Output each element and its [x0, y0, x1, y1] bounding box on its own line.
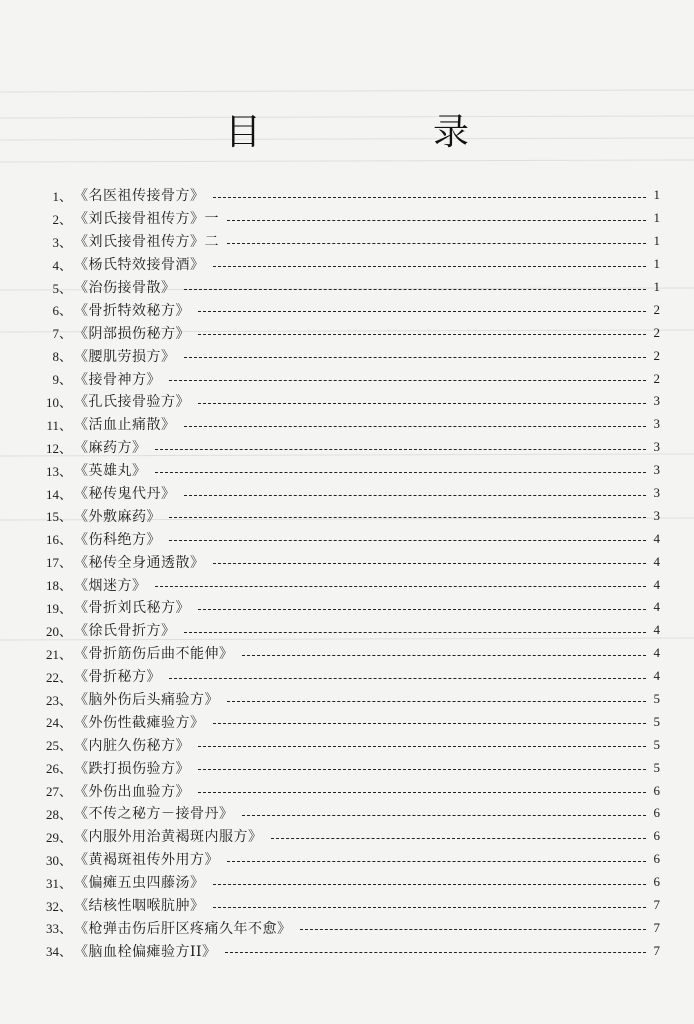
toc-entry-title: 《黄褐斑祖传外用方》	[74, 852, 219, 869]
toc-leader-dashes	[198, 609, 646, 610]
toc-entry-number: 29、	[45, 829, 72, 845]
toc-entry-title: 《杨氏特效接骨酒》	[74, 257, 205, 274]
toc-entry	[40, 848, 660, 871]
toc-entry-page: 6	[653, 851, 660, 867]
toc-entry	[40, 207, 660, 230]
toc-leader-dashes	[213, 723, 647, 724]
toc-entry-number: 6、	[52, 303, 72, 319]
toc-leader-dashes	[213, 907, 647, 908]
toc-leader-dashes	[225, 952, 646, 953]
toc-leader-dashes	[213, 266, 647, 267]
toc-leader-dashes	[198, 792, 646, 793]
toc-entry-title: 《结核性咽喉肮肿》	[74, 898, 205, 915]
toc-entry-title: 《秘传全身通透散》	[74, 554, 205, 571]
toc-entry-page: 4	[653, 576, 660, 592]
toc-entry-page: 2	[653, 324, 660, 340]
toc-entry-title: 《内脏久伤秘方》	[74, 737, 190, 754]
toc-entry	[40, 619, 660, 642]
toc-leader-dashes	[169, 678, 646, 679]
toc-entry	[40, 459, 660, 482]
toc-leader-dashes	[300, 929, 647, 930]
toc-leader-dashes	[155, 449, 647, 450]
toc-entry-title: 《治伤接骨散》	[74, 280, 176, 296]
toc-entry	[40, 298, 660, 321]
toc-entry-page: 1	[653, 233, 660, 249]
toc-entry	[40, 871, 660, 894]
toc-entry-number: 32、	[45, 898, 72, 914]
toc-leader-dashes	[184, 495, 647, 496]
toc-leader-dashes	[242, 655, 647, 656]
toc-entry-page: 7	[653, 919, 660, 935]
toc-entry-page: 4	[653, 645, 660, 661]
toc-entry	[40, 573, 660, 596]
toc-entry	[40, 344, 660, 367]
toc-leader-dashes	[227, 220, 646, 221]
toc-entry	[40, 917, 660, 940]
toc-entry-number: 33、	[45, 921, 72, 937]
toc-entry-number: 3、	[52, 234, 72, 250]
toc-entry-title: 《徐氏骨折方》	[74, 623, 176, 640]
toc-leader-dashes	[227, 243, 646, 244]
toc-entry-page: 2	[653, 370, 660, 386]
toc-entry-title: 《跌打损伤验方》	[74, 760, 190, 777]
toc-entry-number: 25、	[45, 738, 72, 754]
toc-leader-dashes	[227, 701, 646, 702]
toc-leader-dashes	[198, 334, 646, 335]
toc-entry	[40, 436, 660, 459]
toc-entry-page: 5	[653, 713, 660, 729]
toc-entry-title: 《偏瘫五虫四藤汤》	[74, 875, 205, 892]
toc-entry-page: 7	[653, 942, 660, 958]
toc-entry-number: 13、	[45, 463, 72, 479]
toc-entry-page: 6	[653, 782, 660, 798]
toc-entry-title: 《外伤出血验方》	[74, 783, 190, 800]
toc-entry-page: 3	[653, 462, 660, 478]
toc-leader-dashes	[198, 746, 646, 747]
toc-entry	[40, 894, 660, 917]
toc-entry-title: 《麻药方》	[74, 440, 147, 457]
toc-entry-number: 34、	[45, 944, 72, 960]
toc-entry-number: 12、	[45, 440, 72, 456]
toc-entry-title: 《名医祖传接骨方》	[74, 188, 205, 205]
toc-entry-title: 《骨折刘氏秘方》	[74, 600, 190, 617]
toc-entry-page: 4	[653, 553, 660, 569]
toc-entry-title: 《伤科绝方》	[74, 531, 161, 548]
toc-leader-dashes	[169, 517, 646, 518]
toc-leader-dashes	[155, 472, 647, 473]
toc-entry-number: 22、	[45, 669, 72, 685]
toc-entry-page: 5	[653, 759, 660, 775]
toc-entry-number: 5、	[52, 280, 72, 296]
toc-entry-number: 24、	[45, 715, 72, 731]
toc-entry-page: 5	[653, 736, 660, 752]
toc-entry	[40, 939, 660, 962]
page-title: 目 录	[224, 112, 537, 153]
table-of-contents	[40, 184, 660, 962]
toc-leader-dashes	[213, 563, 647, 564]
toc-entry	[40, 527, 660, 550]
toc-entry	[40, 253, 660, 276]
toc-entry-title: 《脑血栓偏瘫验方II》	[74, 943, 217, 960]
toc-leader-dashes	[198, 311, 646, 312]
toc-leader-dashes	[184, 289, 647, 290]
toc-leader-dashes	[242, 815, 647, 816]
toc-entry-page: 3	[653, 507, 660, 523]
toc-entry-page: 1	[653, 279, 660, 294]
toc-entry-title: 《秘传鬼代丹》	[74, 486, 176, 503]
toc-entry-number: 4、	[52, 257, 72, 273]
toc-entry-number: 30、	[45, 852, 72, 868]
toc-entry-page: 4	[653, 668, 660, 684]
toc-entry-page: 3	[653, 416, 660, 432]
toc-entry-number: 17、	[45, 555, 72, 571]
toc-entry-number: 1、	[52, 188, 72, 204]
toc-entry-number: 8、	[52, 349, 72, 365]
toc-entry-title: 《外伤性截瘫验方》	[74, 714, 205, 731]
toc-entry-number: 7、	[52, 326, 72, 342]
toc-entry-title: 《脑外伤后头痛验方》	[74, 692, 219, 709]
toc-entry	[40, 710, 660, 733]
toc-entry-title: 《活血止痛散》	[74, 417, 176, 434]
toc-entry-page: 1	[653, 256, 660, 272]
toc-entry-title: 《内服外用治黄褐斑内服方》	[74, 829, 263, 846]
toc-entry-title: 《骨折秘方》	[74, 669, 161, 686]
toc-entry-number: 18、	[45, 578, 72, 594]
toc-entry-page: 5	[653, 691, 660, 707]
toc-entry	[40, 230, 660, 253]
toc-entry	[40, 482, 660, 505]
toc-entry-page: 3	[653, 393, 660, 409]
toc-entry-number: 10、	[45, 394, 72, 410]
toc-entry-number: 9、	[52, 372, 72, 388]
toc-entry-title: 《刘氏接骨祖传方》二	[74, 234, 219, 251]
toc-entry	[40, 596, 660, 619]
toc-entry-number: 14、	[45, 486, 72, 502]
toc-entry-number: 21、	[45, 646, 72, 662]
toc-entry	[40, 825, 660, 848]
toc-leader-dashes	[184, 632, 647, 633]
toc-leader-dashes	[198, 769, 646, 770]
toc-leader-dashes	[213, 197, 647, 198]
toc-entry-number: 20、	[45, 623, 72, 639]
toc-leader-dashes	[155, 586, 647, 587]
toc-entry-page: 4	[653, 622, 660, 638]
toc-entry-page: 2	[653, 347, 660, 363]
toc-leader-dashes	[169, 540, 646, 541]
toc-entry-page: 4	[653, 530, 660, 546]
toc-entry-number: 31、	[45, 875, 72, 891]
toc-leader-dashes	[227, 861, 646, 862]
toc-entry-number: 19、	[45, 600, 72, 616]
toc-entry	[40, 367, 660, 390]
toc-entry-number: 15、	[45, 509, 72, 525]
toc-entry-page: 6	[653, 805, 660, 821]
toc-entry-page: 4	[653, 599, 660, 615]
toc-entry-title: 《接骨神方》	[74, 371, 161, 388]
toc-entry-title: 《外敷麻药》	[74, 508, 161, 525]
toc-entry-title: 《烟迷方》	[74, 577, 147, 594]
toc-leader-dashes	[184, 426, 647, 427]
toc-entry	[40, 802, 660, 825]
toc-entry-page: 7	[653, 897, 660, 913]
toc-entry	[40, 184, 660, 207]
toc-entry	[40, 276, 660, 299]
toc-entry	[40, 413, 660, 436]
toc-entry-page: 1	[653, 210, 660, 226]
toc-entry-title: 《不传之秘方－接骨丹》	[74, 806, 234, 823]
toc-entry-number: 2、	[52, 211, 72, 227]
toc-entry-title: 《腰肌劳损方》	[74, 348, 176, 365]
toc-entry-title: 《阴部损伤秘方》	[74, 325, 190, 342]
toc-entry-title: 《英雄丸》	[74, 463, 147, 480]
toc-entry	[40, 321, 660, 344]
toc-entry-number: 23、	[45, 692, 72, 708]
toc-entry-title: 《枪弹击伤后肝区疼痛久年不愈》	[74, 920, 292, 937]
toc-entry-page: 1	[653, 187, 660, 203]
toc-entry-title: 《刘氏接骨祖传方》一	[74, 211, 219, 228]
toc-entry	[40, 688, 660, 711]
toc-entry	[40, 733, 660, 756]
toc-leader-dashes	[213, 884, 647, 885]
toc-entry-page: 6	[653, 874, 660, 890]
toc-entry-page: 6	[653, 828, 660, 844]
toc-entry-page: 2	[653, 301, 660, 317]
toc-entry-title: 《骨折特效秘方》	[74, 302, 190, 319]
toc-entry	[40, 642, 660, 665]
toc-entry-page: 3	[653, 439, 660, 455]
toc-entry	[40, 504, 660, 527]
toc-leader-dashes	[271, 838, 647, 839]
toc-entry-number: 16、	[45, 532, 72, 548]
toc-entry	[40, 390, 660, 413]
toc-entry-number: 26、	[45, 761, 72, 777]
toc-entry-number: 27、	[45, 784, 72, 800]
toc-entry-number: 28、	[45, 806, 72, 822]
toc-entry-page: 3	[653, 485, 660, 501]
toc-entry	[40, 665, 660, 688]
toc-leader-dashes	[184, 357, 647, 358]
toc-entry	[40, 756, 660, 779]
toc-leader-dashes	[169, 380, 646, 381]
toc-entry-title: 《孔氏接骨验方》	[74, 394, 190, 411]
toc-leader-dashes	[198, 403, 646, 404]
toc-entry-title: 《骨折筋伤后曲不能伸》	[74, 646, 234, 663]
toc-entry	[40, 779, 660, 802]
toc-entry-number: 11、	[46, 417, 72, 433]
toc-entry	[40, 550, 660, 573]
